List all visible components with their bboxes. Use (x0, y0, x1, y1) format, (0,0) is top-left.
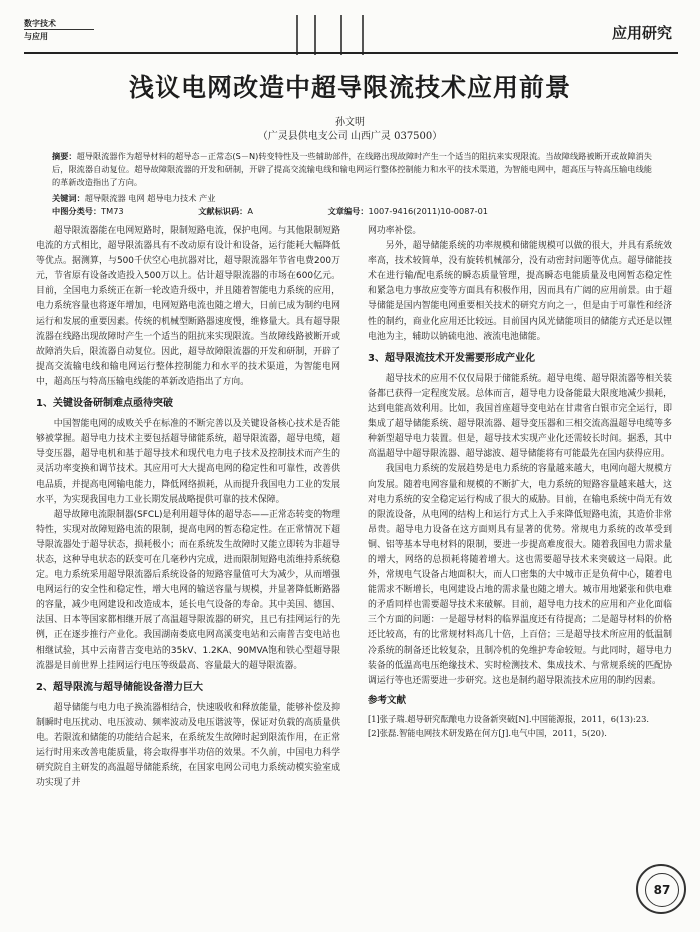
clc-number (52, 205, 160, 218)
references-heading: 参考文献 (368, 694, 407, 706)
affiliation: （广灵县供电支公司 山西广灵 037500） (257, 131, 443, 142)
reference-item: [1]张子瑞.超导研究酝酿电力设备新突破[N].中国能源报，2011，6(13):23. (368, 713, 650, 724)
page-number: 87 (645, 873, 679, 907)
reference-item: [2]张磊.智能电网技术研发路在何方[J].电气中国，2011，5(20). (368, 727, 607, 738)
journal-name-line-2: 与应用 (24, 32, 48, 41)
left-column (36, 224, 340, 791)
header-rule (24, 52, 678, 54)
journal-mark (24, 18, 94, 42)
body-paragraph: 超导故障电流限制器(SFCL)是利用超导体的超导态——正常态转变的物理特性，实现对故障短路电流的限制，提高电网的暂态稳定性。在正常情况下超导限流器处于超导状态，损耗极小；而在系统发生故障时又能立即转为非超导状态，这种导电状态的跃变可在几毫秒内完成，进而限制短路电流维持系统稳定。电力系统采用超导限流器后系统设备的短路容量值可大为减少，从而增强电网运行的安全性和稳定性，增大电网的输送容量与规模，并显著降低断路器的容量，减少电网建设和改造成本，延长电气设备的寿命。其中美国、德国、法国、日本等国家都相继开展了高温超导限流器的研究，且已有挂网运行的先例，正在逐步推行产业化。我国湖南娄底电网高溪变电站和云南普吉变电站也相继试验，其中云南普吉变电站的35kV、1.2KA、90MVA饱和铁心型超导限流器是目前世界上挂网运行电压等级最高、容量最大的超导限流器。 (36, 509, 340, 671)
header-decoration (292, 15, 372, 55)
doc-code-value: A (247, 206, 253, 216)
doc-code-label: 文献标识码： (198, 206, 248, 216)
abstract (52, 150, 652, 189)
section-heading-2: 2、超导限流与超导储能设备潜力巨大 (36, 681, 203, 693)
body-paragraph: 网功率补偿。 (368, 226, 422, 236)
article-title: 浅议电网改造中超导限流技术应用前景 (128, 73, 571, 102)
journal-name-line-1: 数字技术 (24, 18, 94, 30)
section-tag: 应用研究 (611, 24, 672, 42)
body-paragraph: 超导技术的应用不仅仅局限于储能系统。超导电缆、超导限流器等相关装备都已获得一定程度发展。总体而言，超导电力设备能最大限度地减少损耗，达到电能高效利用。比如，我国首座超导变电站在甘肃省白银市完全运行，即集成了超导储能系统、超导限流器、超导变压器和三相交流高温超导电缆等多种新型超导电力装置。但是，超导技术实现产业化还需较长时间。据悉，其中高温超导中超导限流器、超导滤波、超导储能将有可能最先在国内获得应用。 (368, 373, 672, 460)
abstract-text: 超导限流器作为超导材料的超导态－正常态(S－N)转变特性及一些辅助部件，在线路出现故障时产生一个适当的阻抗来实现限流。当故障线路被断开或故障消失后，限流器自动复位。超导故障限流器的开发和研制，开辟了提高交流输电线和输电网运行整体控制能力和水平的技术渠道，为智能电网中，超高压与特高压输电线能的革新改造指出了方向。 (52, 151, 652, 187)
section-heading-3: 3、超导限流技术开发需要形成产业化 (368, 352, 535, 364)
classification-line (52, 205, 652, 218)
document-code (198, 205, 289, 218)
body-paragraph: 超导限流器能在电网短路时，限制短路电流，保护电网。与其他限制短路电流的方式相比，超导限流器具有不改动原有设计和设备，运行能耗大幅降低等优点。据测算，与500千伏空心电抗器对比，超导限流器年节省电费200万元，节省原有设备改造投入500万以上。估计超导限流器的市场在600亿元。目前，全国电力系统正在新一轮改造升级中，并且随着智能电力系统的应用，电力系统容量也将逐年增加，电网短路电流也随之增大，日前已成为制约电网运行和发展的重要因素。传统的机械型断路器速度慢，维修量大。具有超导限流器在线路出现故障时产生一个适当的阻抗来实现限流。当故障线路被断开或故障消失后，限流器自动复位。因此，超导故障限流器的开发和研制，开辟了提高交流输电线和输电网运行整体控制能力和水平的技术渠道，为智能电网中，超高压与特高压输电线能的革新改造指出了方向。 (36, 226, 340, 387)
keywords-text: 超导限流器 电网 超导电力技术 产业 (84, 193, 216, 203)
keywords (52, 192, 652, 205)
article-number (328, 205, 524, 218)
right-column (368, 224, 672, 740)
clc-value: TM73 (101, 206, 124, 216)
article-no-label: 文章编号： (327, 206, 369, 216)
page-number-badge (636, 864, 686, 914)
body-paragraph: 超导储能与电力电子换流器相结合，快速吸收和释放能量，能够补偿及抑制瞬时电压扰动、电压波动、频率波动及电压谐波等，保证对负载的高质量供电。若限流和储能的功能结合起来，在系统发生故障时起到限流作用，在正常运行时用来改善电能质量，将会取得事半功倍的效果。不久前，中国电力科学研究院自主研发的高温超导储能系统，在国家电网公司电力系统动模实验室成功实现了并 (36, 702, 340, 789)
author: 孙文明 (335, 117, 365, 128)
body-paragraph: 另外，超导储能系统的功率规模和储能规模可以做的很大，并具有系统效率高，技术较简单，没有旋转机械部分，没有动密封问题等优点。超导储能技术在进行输/配电系统的瞬态质量管理，提高瞬态电能质量及电网暂态稳定性和紧急电力事故应变等方面具有积极作用，因而具有广阔的应用前景。由于超导储能是国内智能电网重要相关技术的研究方向之一，但是由于可靠性和经济性的制约，商业化应用还比较远。目前国内风光储能项目的储能方式还是以锂电池为主，辅助以钠硫电池、液流电池储能。 (368, 241, 672, 342)
clc-label: 中图分类号： (52, 206, 102, 216)
body-paragraph: 我国电力系统的发展趋势是电力系统的容量越来越大，电网向超大规模方向发展。随着电网容量和规模的不断扩大，电力系统的短路容量越来越大，这对电力系统的安全稳定运行构成了很大的威胁。目前，在输电系统中尚无有效的限流设备，从电网的结构上和运行方式上入手来降低短路电流，其造价非常昂贵。超导电力设备在这方面则具有显著的优势。常规电力系统的改革受到铜、铝等基本导电材料的限制，要进一步提高难度很大。随着我国电力需求量的增大，网络的总损耗将随着增大。这也需要超导技术来突破这一局限。此外，常规电气设备占地面积大，而人口密集的大中城市正是负荷中心，随着电能需求不断增长，电网建设占地的需求量也随之增大。城市用地紧张和供电难的矛盾同样也需要超导技术来破解。目前，超导电力技术的应用和产业化面临三个方面的问题：一是超导材料的临界温度还有待提高；二是超导材料的价格还比较高，有的比常规材料高几十倍，上百倍；三是超导技术所应用的低温制冷系统的制备还比较复杂，且制冷机的免维护寿命较短。与此同时，超导电力装备的低温高电压绝缘技术、实时检测技术、集成技术、与常规系统的匹配协调运行等也还需要进一步研究。这也是制约超导限流技术应用的制约因素。 (368, 464, 672, 686)
abstract-label: 摘要： (52, 151, 77, 161)
article-no-value: 1007-9416(2011)10-0087-01 (368, 206, 488, 216)
section-heading-1: 1、关键设备研制难点亟待突破 (36, 398, 173, 410)
body-paragraph: 中国智能电网的成败关乎在标准的不断完善以及关键设备核心技术是否能够被掌握。超导电力技术主要包括超导储能系统，超导限流器，超导电缆，超导变压器，超导电机和基于超导技术和现代电力电子技术及控制技术而产生的灵活功率变换和调节技术。其应用可大大提高电网的稳定性和可靠性，改善供电品质，并提高电网输电能力，降低网络损耗，从而提升我国电力工业的发展水平，为实现我国电力工业长期发展战略提供可靠的技术保障。 (36, 419, 340, 505)
keywords-label: 关键词： (52, 193, 85, 203)
